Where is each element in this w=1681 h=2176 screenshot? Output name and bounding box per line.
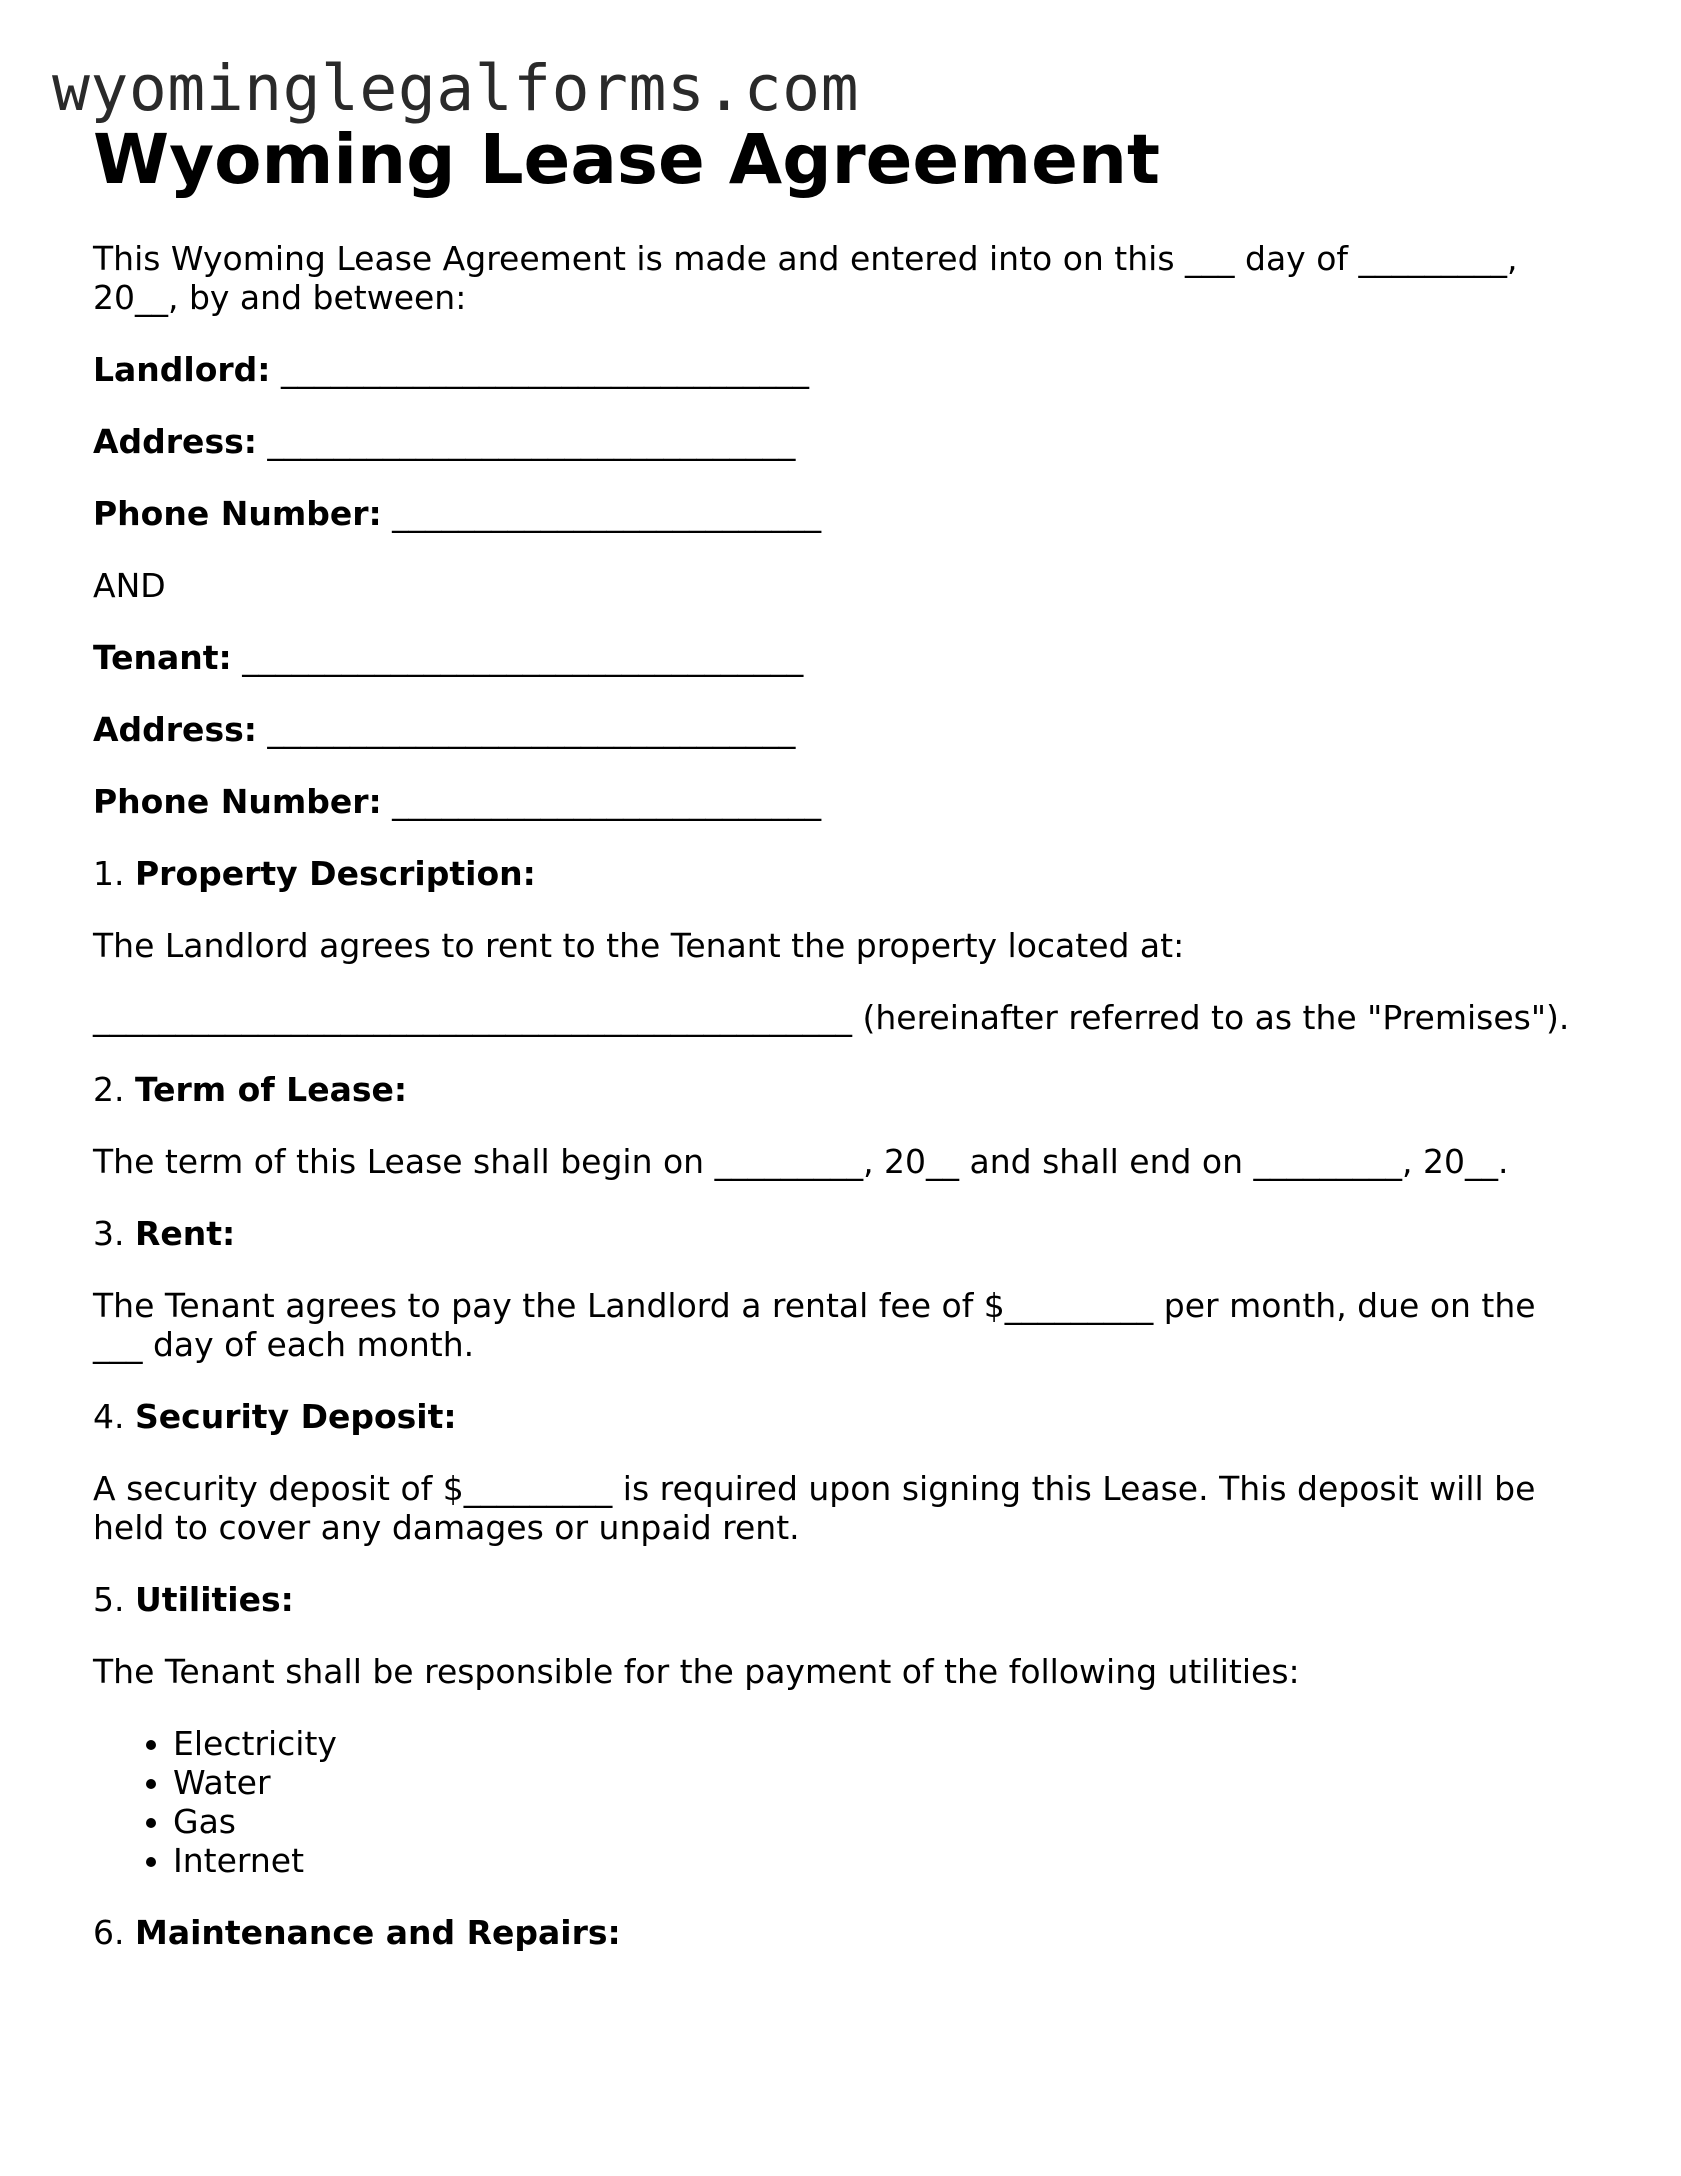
tenant-address-field — [93, 710, 1593, 749]
section-number: 3. — [93, 1214, 125, 1253]
lease-document — [93, 115, 1593, 1952]
tenant-address-blank: ________________________________ — [256, 710, 796, 749]
section-title: Term of Lease: — [135, 1070, 408, 1109]
section-paragraph: The Tenant agrees to pay the Landlord a rental fee of $_________ per month, due on the ___ day of each month. — [93, 1286, 1547, 1364]
section-number: 4. — [93, 1397, 125, 1436]
list-item: • Gas — [173, 1802, 1593, 1841]
and-separator: AND — [93, 566, 166, 605]
section-heading-term — [93, 1070, 1593, 1109]
landlord-phone-label: Phone Number: — [93, 494, 382, 533]
list-item: • Internet — [173, 1841, 1593, 1880]
section-heading-utilities — [93, 1580, 1593, 1619]
tenant-phone-field — [93, 782, 1593, 821]
tenant-name-label: Tenant: — [93, 638, 232, 677]
landlord-address-field — [93, 422, 1593, 461]
section-title: Maintenance and Repairs: — [135, 1913, 621, 1952]
section-title: Security Deposit: — [135, 1397, 457, 1436]
section-heading-deposit — [93, 1397, 1593, 1436]
section-number: 2. — [93, 1070, 125, 1109]
section-paragraph: ______________________________________________ (hereinafter referred to as the "Premises"). — [93, 998, 1570, 1037]
site-watermark: wyominglegalforms.com — [52, 52, 860, 125]
tenant-name-field — [93, 638, 1593, 677]
section-number: 6. — [93, 1913, 125, 1952]
section-number: 5. — [93, 1580, 125, 1619]
landlord-phone-blank: __________________________ — [381, 494, 822, 533]
landlord-name-blank: ________________________________ — [270, 350, 809, 389]
document-title: Wyoming Lease Agreement — [93, 120, 1161, 200]
section-title: Rent: — [135, 1214, 236, 1253]
landlord-address-blank: ________________________________ — [256, 422, 796, 461]
tenant-address-label: Address: — [93, 710, 257, 749]
tenant-phone-blank: __________________________ — [381, 782, 822, 821]
section-heading-rent — [93, 1214, 1593, 1253]
section-paragraph: A security deposit of $_________ is required upon signing this Lease. This deposit will be held to cover any damages or unpaid rent. — [93, 1469, 1546, 1547]
section-paragraph: The Tenant shall be responsible for the payment of the following utilities: — [93, 1652, 1300, 1691]
section-number: 1. — [93, 854, 125, 893]
section-title: Property Description: — [135, 854, 536, 893]
section-heading-property — [93, 854, 1593, 893]
tenant-phone-label: Phone Number: — [93, 782, 382, 821]
landlord-phone-field — [93, 494, 1593, 533]
section-paragraph: The Landlord agrees to rent to the Tenant the property located at: — [93, 926, 1185, 965]
landlord-name-field — [93, 350, 1593, 389]
tenant-name-blank: __________________________________ — [231, 638, 804, 677]
landlord-name-label: Landlord: — [93, 350, 271, 389]
landlord-address-label: Address: — [93, 422, 257, 461]
section-paragraph: The term of this Lease shall begin on _________, 20__ and shall end on _________, 20__. — [93, 1142, 1509, 1181]
list-item: • Electricity — [173, 1724, 1593, 1763]
list-item: • Water — [173, 1763, 1593, 1802]
section-heading-maintenance — [93, 1913, 1593, 1952]
utilities-list — [93, 1724, 1593, 1880]
intro-paragraph: This Wyoming Lease Agreement is made and entered into on this ___ day of _________, 20__, by and between: — [93, 239, 1528, 317]
section-title: Utilities: — [135, 1580, 294, 1619]
